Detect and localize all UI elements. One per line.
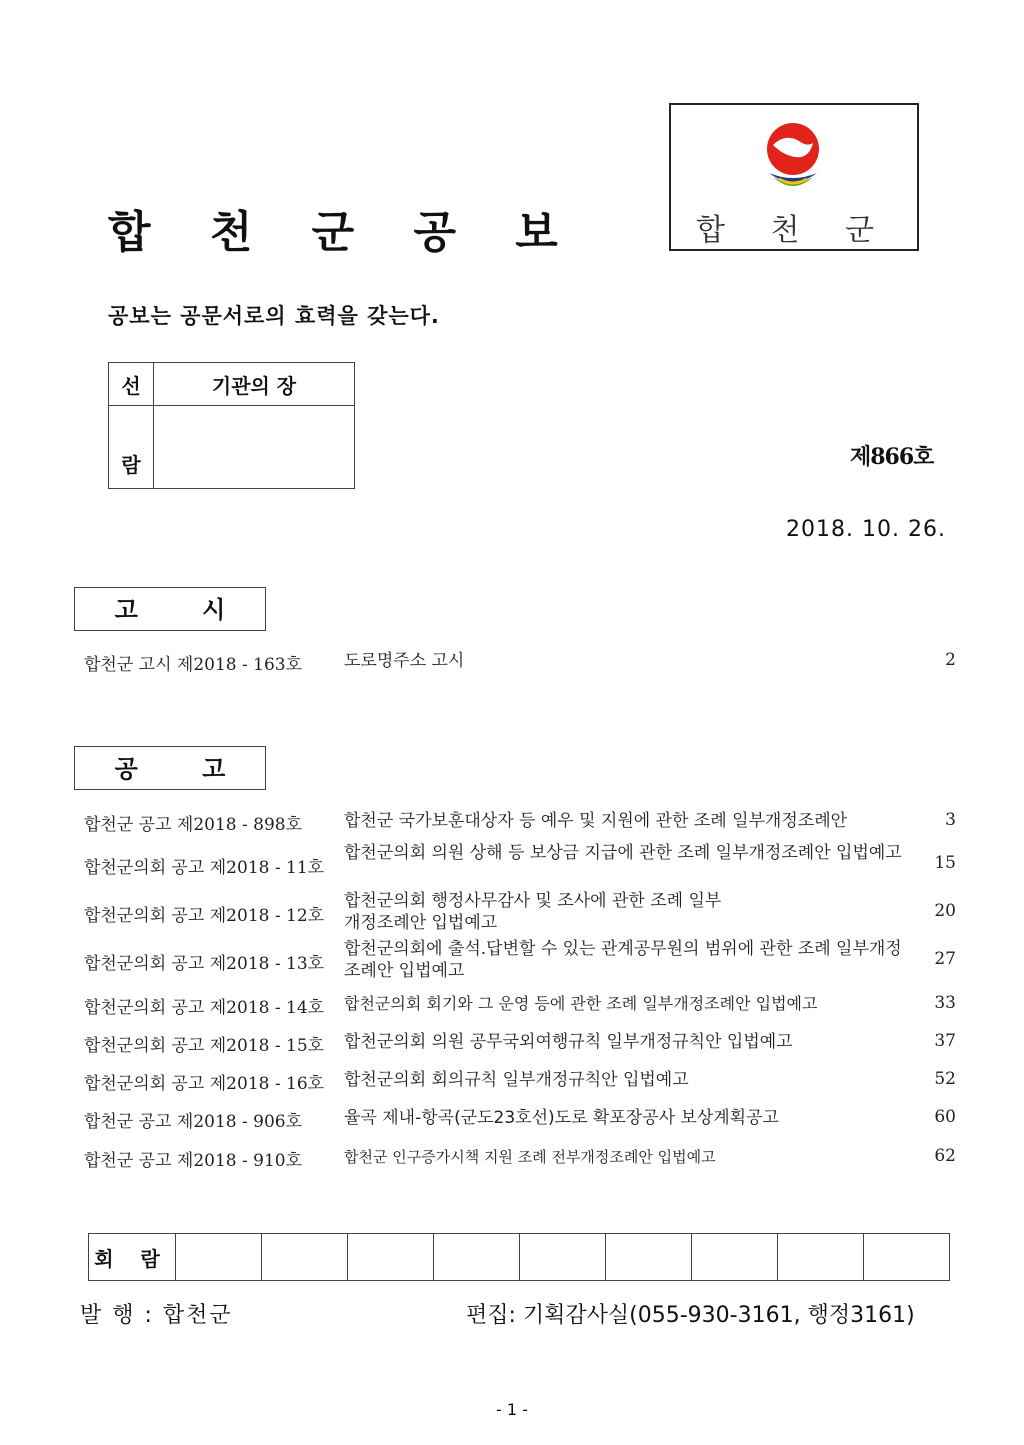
- entry-title: 합천군 국가보훈대상자 등 예우 및 지원에 관한 조례 일부개정조례안: [344, 811, 848, 831]
- editor-contact: 편집: 기획감사실(055-930-3161, 행정3161): [466, 1303, 915, 1328]
- circulation-table: [88, 1233, 950, 1281]
- circulation-cell: [606, 1234, 692, 1281]
- entry-number: 합천군의회 공고 제2018 - 11호: [84, 858, 325, 878]
- circulation-cell: [692, 1234, 778, 1281]
- entry-page: 60: [934, 1107, 956, 1127]
- bulletin-title: 합 천 군 공 보: [108, 207, 580, 258]
- entry-title: 합천군 인구증가시책 지원 조례 전부개정조례안 입법예고: [344, 1148, 716, 1166]
- entry-number: 합천군의회 공고 제2018 - 14호: [84, 998, 325, 1018]
- entry-page: 27: [934, 949, 956, 969]
- entry-page: 15: [934, 853, 956, 873]
- entry-title: 합천군의회 의원 공무국외여행규칙 일부개정규칙안 입법예고: [344, 1032, 793, 1052]
- entry-number: 합천군의회 공고 제2018 - 15호: [84, 1036, 325, 1056]
- entry-number: 합천군 공고 제2018 - 906호: [84, 1112, 303, 1132]
- circulation-cell: [348, 1234, 434, 1281]
- section-gonggo-label: 공 고: [74, 746, 266, 790]
- entry-title: 합천군의회 행정사무감사 및 조사에 관한 조례 일부개정조례안 입법예고: [344, 891, 722, 933]
- section-gosi-label: 고 시: [74, 587, 266, 631]
- circulation-cell: [262, 1234, 348, 1281]
- entry-number: 합천군의회 공고 제2018 - 12호: [84, 906, 325, 926]
- entry-number: 합천군의회 공고 제2018 - 13호: [84, 954, 325, 974]
- review-signature-cell: [154, 406, 355, 489]
- circulation-cell: [434, 1234, 520, 1281]
- entry-number: 합천군의회 공고 제2018 - 16호: [84, 1074, 325, 1094]
- entry-title: 도로명주소 고시: [344, 651, 465, 671]
- entry-title: 합천군의회 회기와 그 운영 등에 관한 조례 일부개정조례안 입법예고: [344, 994, 818, 1013]
- county-emblem-icon: [755, 115, 831, 199]
- entry-number: 합천군 공고 제2018 - 898호: [84, 815, 303, 835]
- circulation-label: 회 람: [89, 1234, 176, 1281]
- entry-page: 52: [934, 1069, 956, 1089]
- review-label-top: 선: [109, 363, 154, 406]
- entry-page: 37: [934, 1031, 956, 1051]
- entry-number: 합천군 고시 제2018 - 163호: [84, 655, 303, 675]
- county-logo-box: [669, 103, 919, 251]
- entry-title: 합천군의회 회의규칙 일부개정규칙안 입법예고: [344, 1070, 689, 1090]
- entry-title: 합천군의회에 출석.답변할 수 있는 관계공무원의 범위에 관한 조례 일부개정조례안 입법예고: [344, 939, 902, 981]
- review-label-bottom: 람: [109, 406, 154, 489]
- circulation-cell: [520, 1234, 606, 1281]
- slogan: 공보는 공문서로의 효력을 갖는다.: [108, 304, 440, 328]
- circulation-cell: [864, 1234, 950, 1281]
- entry-page: 20: [934, 901, 956, 921]
- entry-page: 62: [934, 1146, 956, 1166]
- entry-title: 율곡 제내-항곡(군도23호선)도로 확포장공사 보상계획공고: [344, 1108, 779, 1128]
- issue-date: 2018. 10. 26.: [786, 517, 946, 542]
- page-number: - 1 -: [496, 1400, 528, 1419]
- entry-page: 3: [945, 810, 956, 830]
- logo-county-name: 합 천 군: [695, 213, 892, 248]
- circulation-cell: [176, 1234, 262, 1281]
- review-header: 기관의 장: [154, 363, 355, 406]
- review-table: [108, 362, 355, 489]
- publisher: 발 행 : 합천군: [80, 1303, 233, 1328]
- entry-title: 합천군의회 의원 상해 등 보상금 지급에 관한 조례 일부개정조례안 입법예고: [344, 843, 902, 863]
- entry-number: 합천군 공고 제2018 - 910호: [84, 1151, 303, 1171]
- entry-page: 2: [945, 650, 956, 670]
- circulation-cell: [778, 1234, 864, 1281]
- entry-page: 33: [934, 993, 956, 1013]
- issue-number: 제866호: [850, 444, 934, 470]
